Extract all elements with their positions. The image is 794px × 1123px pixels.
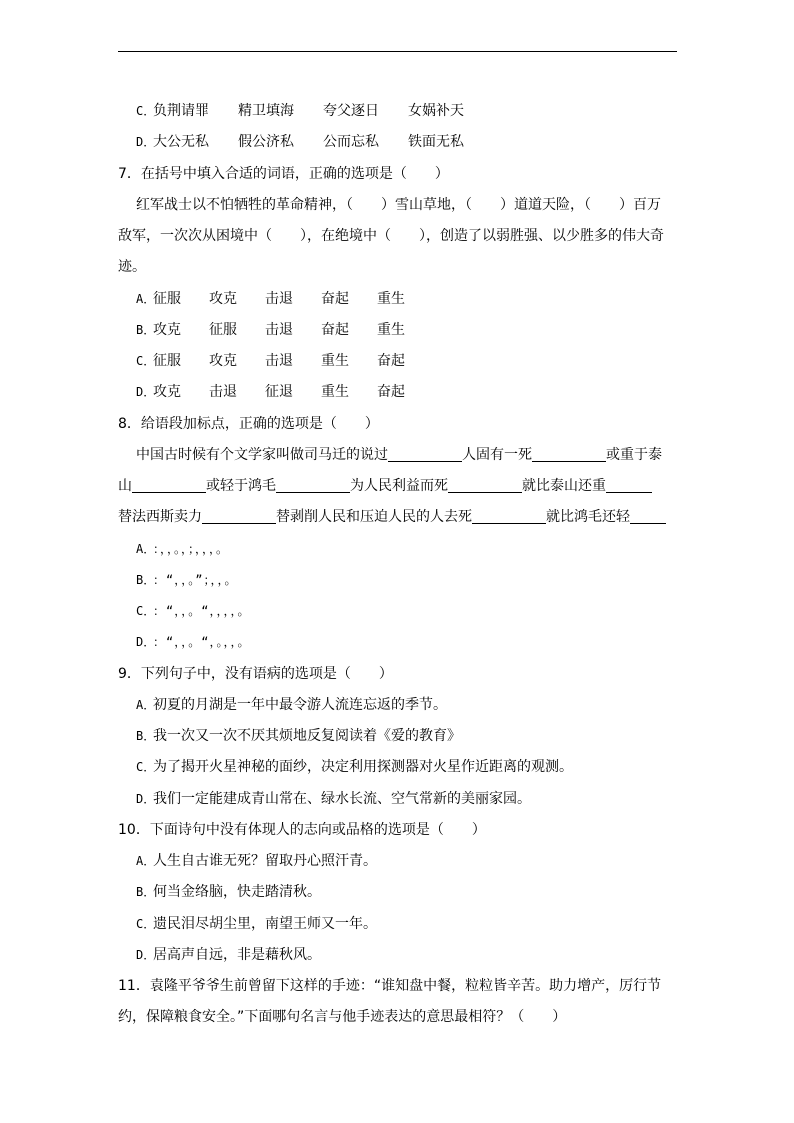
q8-option-b	[118, 565, 678, 596]
option-label: D．	[136, 135, 156, 150]
passage-text: 就比鸿毛还轻	[546, 509, 630, 526]
option-text: ：“，，。“，，，，。	[153, 604, 251, 618]
q11-stem: 11．袁隆平爷爷生前曾留下这样的手迹：“谁知盘中餐，粒粒皆辛苦。助力增产，厉行节	[118, 978, 662, 994]
option-label: B．	[136, 572, 156, 587]
q8-passage-line	[118, 502, 678, 533]
option-text: 居高声自远，非是藉秋风。	[153, 946, 321, 963]
option-item: 铁面无私	[408, 134, 464, 151]
q8-option-a	[118, 534, 678, 565]
option-label: B．	[136, 885, 156, 900]
option-item: 重生	[377, 321, 405, 338]
option-item: 女娲补天	[408, 103, 464, 119]
option-item: 负荆请罪	[153, 103, 209, 119]
q7-option-d	[118, 377, 678, 408]
option-label: C．	[136, 354, 156, 368]
fill-blank	[132, 478, 206, 493]
option-text: ：“，，。“，。，，。	[153, 635, 251, 650]
option-text: 人生自古谁无死？留取丹心照汗青。	[153, 853, 377, 869]
option-label: C．	[136, 604, 156, 618]
q10-option-b	[118, 877, 678, 908]
passage-text: 或轻于鸿毛	[206, 478, 276, 494]
option-item: 征退	[265, 384, 293, 401]
q10-option-a	[118, 846, 678, 877]
option-item: 奋起	[377, 384, 405, 401]
q7-passage-line: 迹。	[118, 259, 146, 276]
option-label: A．	[136, 697, 156, 712]
q11-stem: 约，保障粮食安全。”下面哪句名言与他手迹表达的意思最相符？（ ）	[118, 1009, 567, 1026]
fill-blank	[276, 478, 350, 493]
option-text: 为了揭开火星神秘的面纱，决定利用探测器对火星作近距离的观测。	[153, 759, 573, 776]
option-item: 攻克	[153, 384, 181, 401]
option-item: 重生	[321, 384, 349, 401]
option-text: 我们一定能建成青山常在、绿水长流、空气常新的美丽家园。	[153, 790, 531, 807]
q8-stem: 8．给语段加标点，正确的选项是（ ）	[118, 415, 379, 432]
passage-text: 人固有一死	[462, 446, 532, 463]
q10-option-d	[118, 940, 678, 971]
option-item: 重生	[321, 353, 349, 369]
passage-text: 替法西斯卖力	[118, 509, 202, 526]
option-label: A．	[136, 291, 156, 306]
option-item: 攻克	[209, 290, 237, 307]
q9-option-a	[118, 690, 678, 721]
option-label: A．	[136, 854, 156, 868]
q7-passage-line: 敌军，一次次从困境中（ ），在绝境中（ ），创造了以弱胜强、以少胜多的伟大奇	[118, 228, 664, 244]
passage-text: 为人民利益而死	[350, 478, 448, 494]
option-label: C．	[136, 916, 156, 931]
option-text: 何当金络脑，快走踏清秋。	[153, 884, 321, 901]
fill-blank	[448, 478, 522, 493]
option-item: 精卫填海	[238, 103, 294, 119]
option-item: 假公济私	[238, 134, 294, 151]
option-item: 击退	[265, 353, 293, 369]
exam-page	[118, 96, 678, 1034]
option-item: 奋起	[321, 321, 349, 338]
passage-text: 替剥削人民和压迫人民的人去死	[276, 509, 472, 526]
option-label: B．	[136, 729, 156, 743]
option-text: 我一次又一次不厌其烦地反复阅读着《爱的教育》	[153, 728, 461, 744]
option-label: C．	[136, 104, 156, 118]
q8-option-c	[118, 596, 678, 627]
option-item: 击退	[265, 321, 293, 338]
option-label: D．	[136, 947, 156, 962]
q7-stem: 7．在括号中填入合适的词语，正确的选项是（ ）	[118, 165, 449, 182]
q6-option-d	[118, 127, 678, 158]
option-text: ：“，，。”；，，。	[153, 572, 238, 587]
option-item: 重生	[377, 290, 405, 307]
passage-text: 或重于泰	[606, 446, 662, 463]
option-item: 征服	[153, 353, 181, 369]
option-item: 公而忘私	[323, 134, 379, 151]
header-rule	[118, 51, 677, 52]
option-label: D．	[136, 385, 156, 400]
option-text: 初夏的月湖是一年中最令游人流连忘返的季节。	[153, 696, 447, 713]
passage-text: 中国古时候有个文学家叫做司马迁的说过	[136, 446, 388, 463]
fill-blank	[606, 478, 652, 493]
q10-stem: 10．下面诗句中没有体现人的志向或品格的选项是（ ）	[118, 821, 486, 838]
option-label: D．	[136, 635, 156, 650]
option-label: D．	[136, 791, 156, 806]
fill-blank	[388, 447, 462, 462]
q10-option-c	[118, 909, 678, 940]
option-item: 征服	[153, 290, 181, 307]
q8-option-d	[118, 627, 678, 658]
q9-option-b	[118, 721, 678, 752]
q9-stem: 9．下列句子中，没有语病的选项是（ ）	[118, 665, 393, 682]
option-item: 击退	[209, 384, 237, 401]
q7-option-a	[118, 284, 678, 315]
option-item: 征服	[209, 321, 237, 338]
q8-passage-line	[118, 471, 678, 502]
fill-blank	[472, 509, 546, 524]
option-item: 奋起	[321, 290, 349, 307]
option-label: B．	[136, 322, 156, 337]
q7-option-b	[118, 315, 678, 346]
q9-option-c	[118, 752, 678, 783]
option-item: 攻克	[209, 353, 237, 369]
q7-option-c	[118, 346, 678, 377]
option-item: 击退	[265, 290, 293, 307]
fill-blank	[630, 509, 666, 524]
option-text: ：，，。，；，，，。	[153, 541, 230, 556]
q9-option-d	[118, 784, 678, 815]
option-item: 夸父逐日	[323, 103, 379, 119]
fill-blank	[202, 509, 276, 524]
option-item: 奋起	[377, 353, 405, 369]
q7-passage-line: 红军战士以不怕牺牲的革命精神，（ ）雪山草地，（ ）道道天险，（ ）百万	[136, 196, 661, 213]
fill-blank	[532, 447, 606, 462]
option-text: 遗民泪尽胡尘里，南望王师又一年。	[153, 915, 377, 932]
passage-text: 就比泰山还重	[522, 478, 606, 494]
q6-option-c	[118, 96, 678, 127]
q8-passage-line	[118, 440, 678, 471]
passage-text: 山	[118, 478, 132, 494]
option-item: 大公无私	[153, 134, 209, 151]
option-label: A．	[136, 541, 156, 556]
option-label: C．	[136, 760, 156, 775]
option-item: 攻克	[153, 321, 181, 338]
